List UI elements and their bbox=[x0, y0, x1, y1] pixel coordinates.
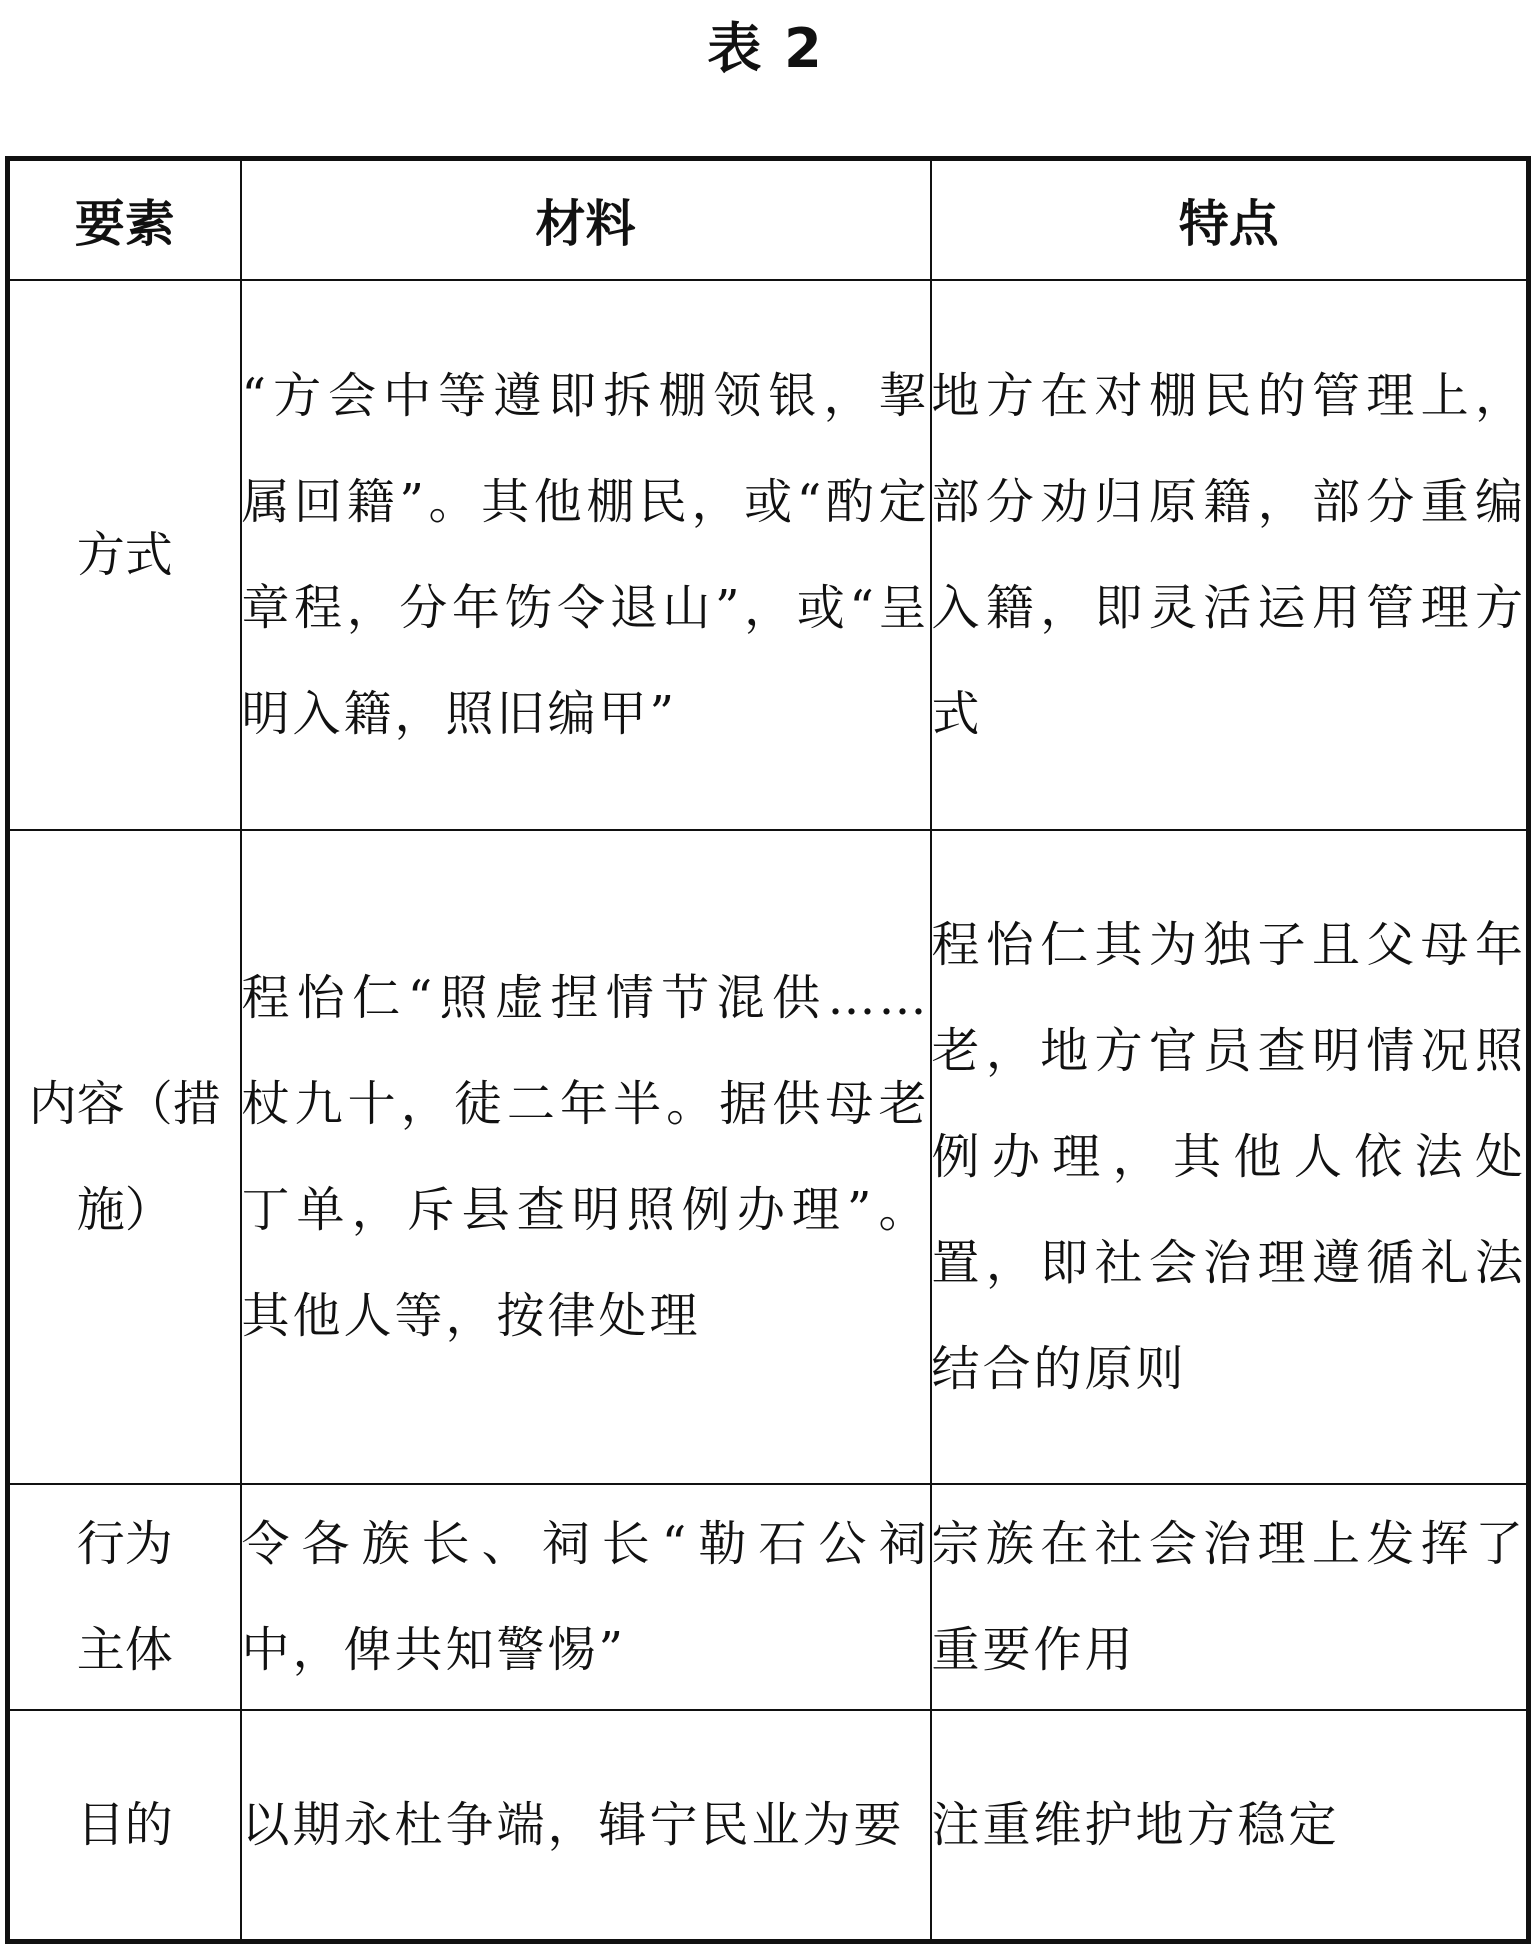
material-cell bbox=[241, 280, 931, 830]
element-cell bbox=[8, 1484, 241, 1710]
feature-cell bbox=[931, 830, 1529, 1484]
feature-cell bbox=[931, 1484, 1529, 1710]
material-cell bbox=[241, 1710, 931, 1942]
feature-text: 程怡仁其为独子且父母年老，地方官员查明情况照例办理，其他人依法处置，即社会治理遵循礼法结合的原则 bbox=[931, 917, 1526, 1397]
material-text: “方会中等遵即拆棚领银，挈属回籍”。其他棚民，或“酌定章程，分年饬令退山”，或“呈明入籍，照旧编甲” bbox=[241, 368, 930, 742]
material-text: 以期永杜争端，辑宁民业为要 bbox=[241, 1797, 905, 1853]
element-text: 方式 bbox=[76, 527, 173, 583]
feature-cell bbox=[931, 280, 1529, 830]
feature-cell bbox=[931, 1710, 1529, 1942]
element-text: 目的 bbox=[76, 1797, 173, 1853]
header-row bbox=[8, 159, 1529, 281]
element-cell bbox=[8, 280, 241, 830]
element-text: 行为主体 bbox=[76, 1516, 173, 1678]
table-row-goal bbox=[8, 1710, 1529, 1942]
table-row-actor bbox=[8, 1484, 1529, 1710]
table-title: 表 2 bbox=[707, 17, 824, 80]
header-feature: 特点 bbox=[931, 159, 1529, 281]
feature-text: 注重维护地方稳定 bbox=[931, 1797, 1340, 1853]
material-cell bbox=[241, 1484, 931, 1710]
element-text: 内容（措施） bbox=[28, 1076, 221, 1238]
header-material: 材料 bbox=[241, 159, 931, 281]
element-cell bbox=[8, 830, 241, 1484]
header-element: 要素 bbox=[8, 159, 241, 281]
element-cell bbox=[8, 1710, 241, 1942]
table-row-method bbox=[8, 280, 1529, 830]
feature-text: 地方在对棚民的管理上，部分劝归原籍，部分重编入籍，即灵活运用管理方式 bbox=[931, 368, 1526, 742]
table-row-content bbox=[8, 830, 1529, 1484]
material-text: 令各族长、祠长“勒石公祠中，俾共知警惕” bbox=[241, 1516, 930, 1678]
feature-text: 宗族在社会治理上发挥了重要作用 bbox=[931, 1516, 1526, 1678]
data-table bbox=[5, 156, 1531, 1944]
material-cell bbox=[241, 830, 931, 1484]
material-text: 程怡仁“照虚捏情节混供……杖九十，徒二年半。据供母老丁单，斥县查明照例办理”。其他人等，按律处理 bbox=[241, 970, 930, 1344]
